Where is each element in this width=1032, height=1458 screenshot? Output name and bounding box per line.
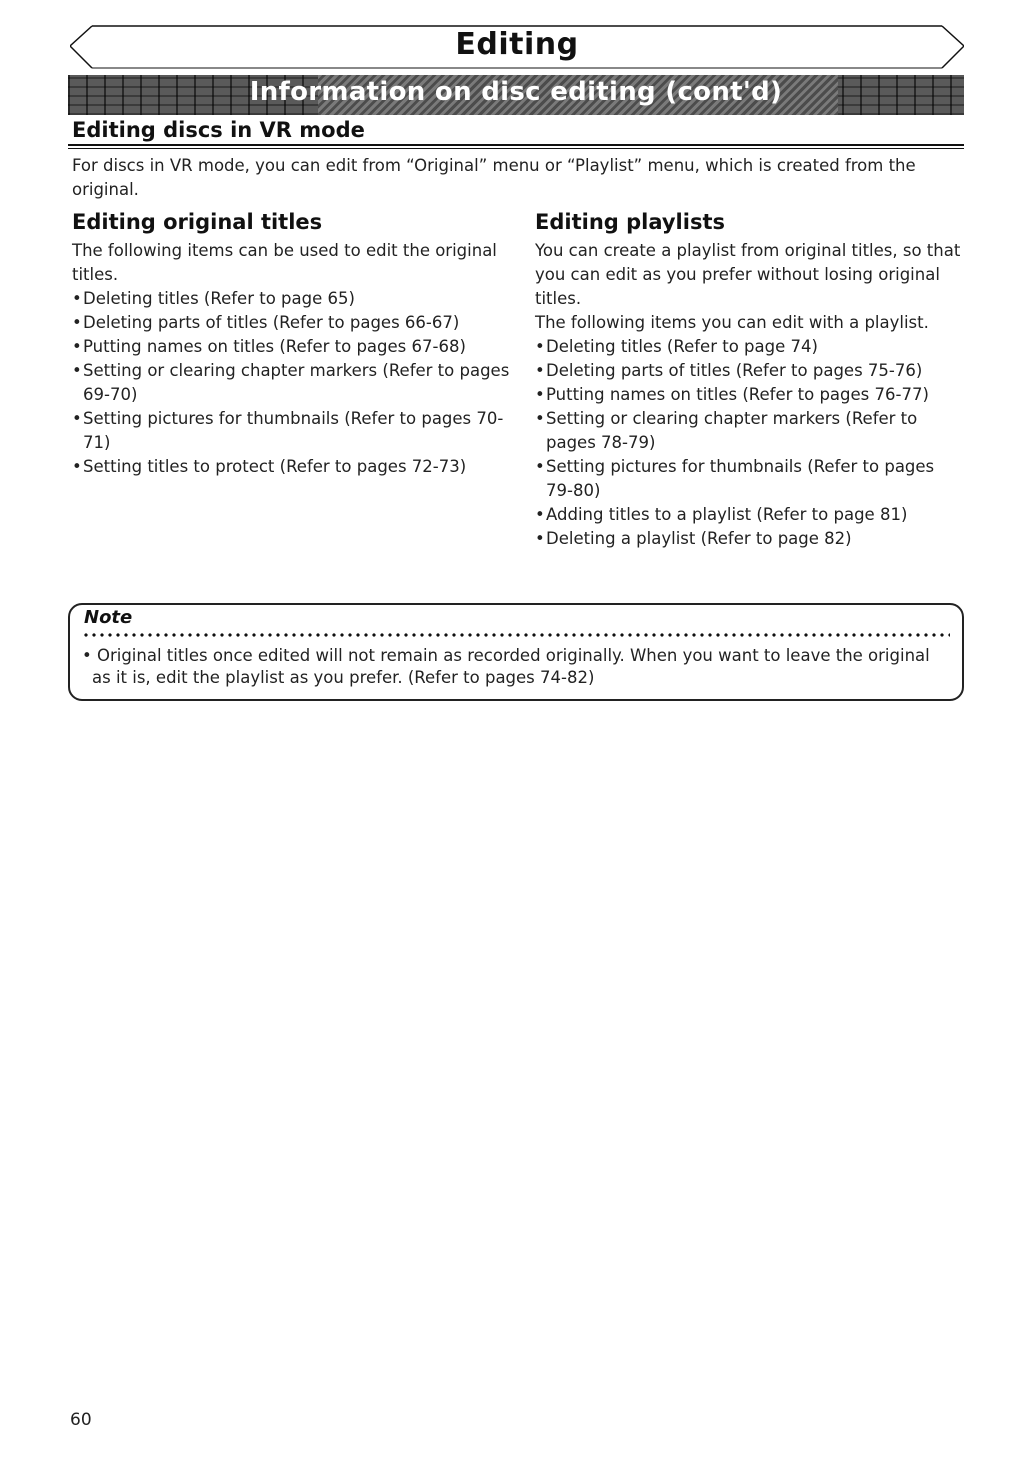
heading-rule-thick xyxy=(68,144,964,146)
chapter-title: Editing xyxy=(455,27,579,62)
playlists-description: You can create a playlist from original titles, so that you can edit as you prefer without losing original titles. xyxy=(535,241,961,308)
original-titles-description: The following items can be used to edit the original titles. xyxy=(72,241,497,284)
list-item: • Setting titles to protect (Refer to pages 72-73) xyxy=(72,455,512,479)
playlists-column xyxy=(535,208,965,551)
list-item: • Deleting parts of titles (Refer to pages 66-67) xyxy=(72,311,512,335)
note-label: Note xyxy=(84,607,133,628)
list-item: • Putting names on titles (Refer to pages 76-77) xyxy=(535,383,965,407)
section-title: Information on disc editing (cont'd) xyxy=(249,77,783,107)
list-item: • Setting pictures for thumbnails (Refer to pages 79-80) xyxy=(535,455,965,503)
vr-mode-heading: Editing discs in VR mode xyxy=(72,118,365,142)
original-titles-column xyxy=(72,208,512,479)
list-item: • Setting or clearing chapter markers (Refer to pages 69-70) xyxy=(72,359,512,407)
original-titles-heading: Editing original titles xyxy=(72,210,323,234)
heading-rule-thin xyxy=(68,148,964,149)
list-item: • Setting or clearing chapter markers (Refer to pages 78-79) xyxy=(535,407,965,455)
list-item: • Deleting titles (Refer to page 74) xyxy=(535,335,965,359)
page-number: 60 xyxy=(70,1410,92,1430)
list-item: • Deleting a playlist (Refer to page 82) xyxy=(535,527,965,551)
top-banner xyxy=(70,22,964,72)
original-titles-list xyxy=(72,287,512,479)
note-text: • Original titles once edited will not remain as recorded originally. When you want to leave the original as it is, edit the playlist as you prefer. (Refer to pages 74-82) xyxy=(82,646,930,687)
note-dotted-divider xyxy=(82,633,950,637)
list-item: • Setting pictures for thumbnails (Refer to pages 70-71) xyxy=(72,407,512,455)
note-box xyxy=(68,603,964,701)
playlists-description-2: The following items you can edit with a playlist. xyxy=(535,313,929,332)
section-title-bar xyxy=(68,75,964,115)
playlists-list xyxy=(535,335,965,551)
playlists-heading: Editing playlists xyxy=(535,210,725,234)
list-item: • Deleting titles (Refer to page 65) xyxy=(72,287,512,311)
list-item: • Putting names on titles (Refer to pages 67-68) xyxy=(72,335,512,359)
list-item: • Deleting parts of titles (Refer to pages 75-76) xyxy=(535,359,965,383)
list-item: • Adding titles to a playlist (Refer to page 81) xyxy=(535,503,965,527)
vr-mode-intro: For discs in VR mode, you can edit from “Original” menu or “Playlist” menu, which is created from the original. xyxy=(72,156,916,199)
